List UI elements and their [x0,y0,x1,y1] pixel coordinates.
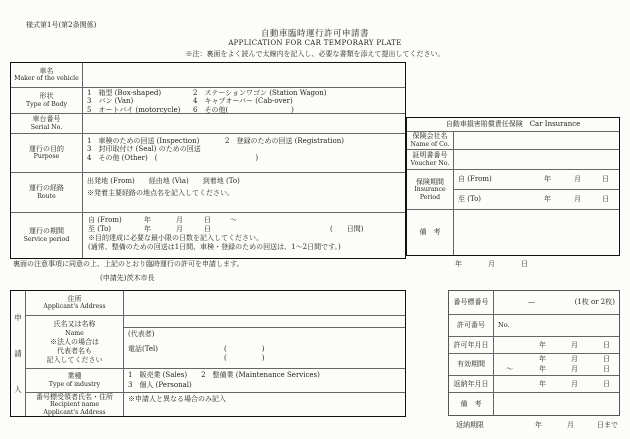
recipient-label-en2: Applicant's Address [43,408,106,416]
option-van: 3 バン (Van) [87,97,134,106]
insurance-from-line [454,170,619,190]
insurance-from-label: 自 (From) [458,175,492,184]
insurance-from-month: 月 [574,175,581,184]
body-type-row [11,88,405,114]
option-registration: 2 登録のための回送 (Registration) [225,137,344,145]
option-cab-over: 4 キャブオーバー (Cab-over) [193,97,293,106]
body-type-option-line [87,97,401,105]
return-deadline-year: 年 [535,421,542,429]
return-deadline-day: 日まで [597,421,618,429]
plate-number-dash: — [528,298,535,307]
insurance-to-label: 至 (To) [458,195,482,204]
permit-remarks-label [449,393,494,415]
return-date-month: 月 [571,379,578,388]
maker-label [11,63,83,87]
plate-number-label-jp: 番号標番号 [453,298,489,307]
permit-number-label [449,315,494,336]
valid-from-day: 日 [603,355,610,363]
insurance-period-row [407,170,619,210]
vehicle-table [10,62,406,259]
option-box-shaped: 1 箱型 (Box-shaped) [87,89,162,97]
permit-table [448,290,620,416]
applicant-name-label-line3: ※法人の場合は [50,337,99,346]
service-period-row [11,213,405,258]
form-code: 様式第1号(第2条関係) [26,21,97,29]
telephone-paren-2: ( ) [223,353,265,362]
serial-value-cell [83,114,405,133]
permit-date-value-cell [494,337,619,353]
valid-period-to-line [494,365,619,375]
applicant-name-label-line4: 代表者名も [57,346,92,355]
valid-period-value-cell [494,354,619,375]
valid-period-row [449,354,619,376]
applicant-char-3: 人 [14,385,22,395]
applicant-name-label-line5: 記入してください [46,355,103,364]
plate-number-count-paren: (1枚 or 2枚) [574,298,615,307]
return-deadline-date [484,421,620,429]
application-date-year: 年 [455,260,462,268]
insurance-to-line [454,190,619,209]
applicant-address-label-en: Applicant's Address [43,303,106,311]
option-other-purpose: 4 その他 (Other) ( ) [87,153,259,162]
purpose-label-en: Purpose [33,153,60,161]
plate-number-label [449,291,494,314]
applicant-name-row [26,316,405,369]
industry-options [124,369,405,392]
valid-period-tilde: ～ [506,364,513,373]
industry-row [26,369,405,393]
voucher-row [407,150,619,170]
insurance-to-day: 日 [602,195,609,204]
telephone-paren-1: ( ) [223,345,265,354]
permit-remarks-label-jp: 備 考 [460,399,482,408]
applicant-address-label [26,291,124,315]
purpose-options [83,134,405,172]
insurance-period-value-cell [454,170,619,209]
valid-period-from-line [494,355,619,365]
telephone-parens [224,345,264,362]
recipient-label-en1: Recipient name [49,401,99,409]
option-station-wagon: 2 ステーションワゴン (Station Wagon) [193,89,327,97]
permit-date-label-jp: 許可年月日 [453,340,489,349]
application-date-day: 日 [521,260,528,268]
applicant-char-1: 申 [14,312,22,322]
industry-label [26,369,124,392]
return-date-value-cell [494,376,619,392]
return-deadline-line [448,421,620,429]
service-period-label-jp: 運行の期間 [29,227,64,236]
permit-date-row [449,337,619,354]
industry-option-line1: 1 販売業 (Sales) 2 整備業 (Maintenance Services) [128,371,320,379]
plate-number-row [449,291,619,315]
valid-period-label-jp: 有効期間 [457,360,485,369]
valid-period-label [449,354,494,375]
permit-date-label [449,337,494,353]
purpose-row [11,134,405,173]
body-type-label-jp: 形状 [39,92,54,101]
serial-label [11,114,83,133]
insurance-remarks-label-jp: 備 考 [419,228,441,237]
representative-label: (代表者) [128,330,155,338]
recipient-note: ※申請人と異なる場合のみ記入 [128,395,226,403]
route-value-cell [83,173,405,212]
maker-value-cell [83,63,405,87]
serial-label-en: Serial No. [30,123,63,131]
service-period-label-en: Service period [23,235,70,243]
return-date-label-jp: 返納年月日 [453,379,489,388]
applicant-address-value-cell [124,291,405,315]
applicant-name-input-area [124,316,405,328]
period-from-year: 年 [144,216,151,224]
addressee: (申請先)茨木市長 [100,274,155,282]
industry-option-line2: 3 個人 (Personal) [128,380,192,389]
period-note1: ※目的達成に必要な最小限の日数を記入してください。 [88,234,263,242]
period-to-day: 日 [204,225,211,233]
return-date-row [449,376,619,393]
period-days-paren: ( 日間) [330,225,364,233]
page-title: 自動車臨時運行許可申請書 [260,29,369,39]
insurance-title: 自動車損害賠償責任保険 Car Insurance [407,118,619,132]
return-deadline-month: 月 [567,421,574,429]
industry-label-jp: 業種 [67,372,82,381]
voucher-value-cell [454,150,619,169]
insurance-to-year: 年 [544,195,551,204]
return-date-label [449,376,494,392]
valid-to-day: 日 [603,364,610,373]
period-to-line [88,225,401,234]
period-from-line [88,216,401,225]
service-period-label [11,213,83,258]
insurance-period-label-en1: Insurance [414,186,446,194]
insurance-from-year: 年 [544,175,551,184]
return-deadline-label: 返納期限 [456,421,484,429]
applicant-name-label-line2: Name [65,329,84,337]
option-seal: 3 封印取付け (Seal) のための回送 [87,145,201,154]
insurance-period-label [407,170,454,209]
telephone-label: 電話(Tel) [128,345,158,354]
maker-label-en: Maker of the vehicle [14,75,79,83]
insurance-company-label-en: Name of Co. [410,140,450,148]
period-note2: (通常、整備のための回送は1日間、車検・登録のための回送は、1～2日間です。) [88,243,341,251]
valid-to-month: 月 [571,364,578,373]
route-label-en: Route [37,192,56,200]
body-type-label-en: Type of Body [26,100,67,108]
industry-label-en: Type of industry [48,380,101,388]
period-from-month: 月 [176,216,183,224]
option-inspection: 1 車検のための回送 (Inspection) [87,137,200,145]
service-period-value-cell [83,213,405,258]
recipient-label [26,393,124,416]
serial-label-jp: 車台番号 [32,115,61,124]
route-label-jp: 運行の経路 [29,184,64,193]
recipient-label-jp: 番号標受領者氏名・住所 [36,392,113,401]
period-to-label: 至 (To) [88,225,112,233]
insurance-company-label-jp: 保険会社名 [412,132,448,141]
fill-instruction-note: ※注：裏面をよく読んで太線内を記入し、必要な書類を添えて提出してください。 [185,50,445,58]
permit-number-label-jp: 許可番号 [457,321,485,330]
period-from-day: 日 [204,216,211,224]
insurance-company-row [407,132,619,150]
option-other-body: 6 その他( ) [193,105,294,114]
insurance-company-value-cell [454,132,619,149]
applicant-name-label-line1: 氏名又は名称 [53,319,96,328]
permit-date-year: 年 [539,340,546,349]
route-label [11,173,83,212]
period-from-label: 自 (From) [88,216,122,224]
serial-row [11,114,405,134]
agreement-statement: 裏面の注意事項に同意の上、上記のとおり臨時運行の許可を申請します。 [13,260,244,268]
applicant-address-label-jp: 住所 [67,294,82,303]
body-type-options [83,88,405,113]
permit-date-month: 月 [571,340,578,349]
maker-label-jp: 車名 [39,66,54,75]
purpose-label-jp: 運行の目的 [29,144,64,153]
voucher-label-en: Voucher No. [410,159,450,167]
period-tilde: ～ [230,216,237,224]
permit-remarks-value-cell [494,393,619,415]
insurance-remarks-value-cell [454,210,619,255]
application-date-month: 月 [488,260,495,268]
route-row [11,173,405,213]
maker-row [11,63,405,88]
insurance-period-label-en2: Period [419,193,441,201]
page-subtitle: APPLICATION FOR CAR TEMPORARY PLATE [228,39,402,47]
application-date [455,260,528,268]
return-date-day: 日 [603,379,610,388]
valid-to-year: 年 [539,364,546,373]
insurance-remarks-row [407,210,619,255]
insurance-to-month: 月 [574,195,581,204]
purpose-label [11,134,83,172]
period-to-year: 年 [144,225,151,233]
insurance-company-label [407,132,454,149]
route-from-via-to: 出発地 (From) 経由地 (Via) 到着地 (To) [87,177,240,185]
voucher-label [407,150,454,169]
period-to-month: 月 [176,225,183,233]
permit-number-row [449,315,619,337]
valid-from-year: 年 [539,355,546,363]
permit-remarks-row [449,393,619,415]
applicant-char-2: 請 [14,348,22,358]
body-type-option-line [87,106,401,114]
body-type-label [11,88,83,113]
option-motorcycle: 5 オートバイ (motorcycle) [87,105,181,114]
insurance-period-label-jp: 保険期間 [416,177,444,186]
permit-date-day: 日 [603,340,610,349]
applicant-address-row [26,291,405,316]
insurance-table [406,117,620,256]
return-date-year: 年 [539,379,546,388]
applicant-table [10,290,406,417]
recipient-row [26,393,405,416]
body-type-option-line [87,89,401,97]
insurance-from-day: 日 [602,175,609,184]
permit-number-value-cell: No. [498,320,510,329]
insurance-remarks-label [407,210,454,255]
plate-number-value-cell [494,291,619,314]
applicant-name-label [26,316,124,368]
voucher-label-jp: 証明書番号 [412,151,448,160]
valid-from-month: 月 [571,355,578,363]
telephone-line [128,345,401,362]
applicant-vertical-label [11,291,26,416]
route-note: ※発着主要経路の地点名を記入してください。 [87,189,234,198]
applicant-name-value-cell [124,316,405,368]
applicant-rows [26,291,405,416]
